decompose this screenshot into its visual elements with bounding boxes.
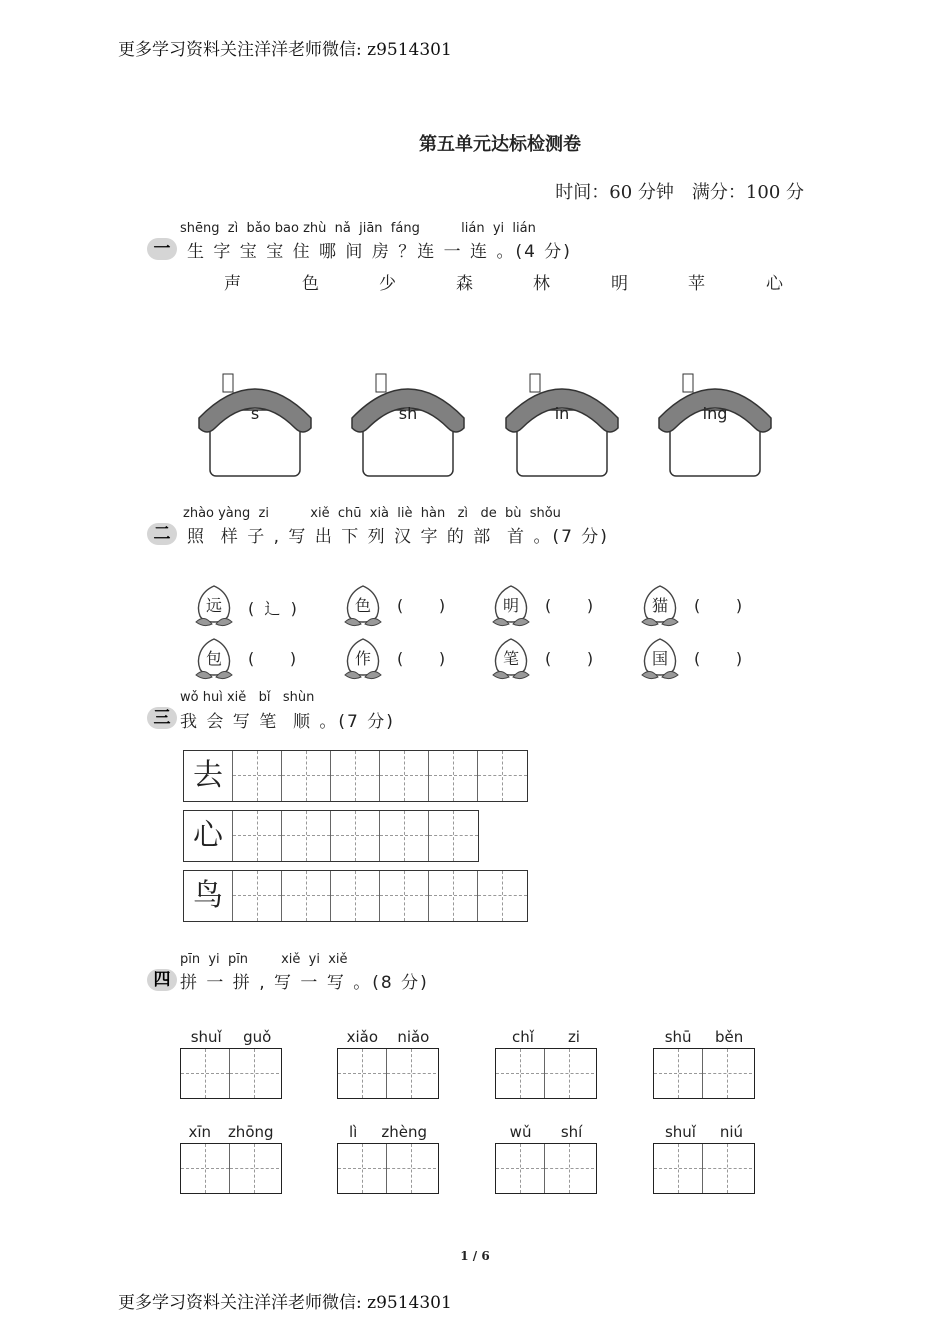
model-char: 心	[184, 811, 233, 861]
writing-cell[interactable]	[380, 811, 429, 861]
pinyin-syllable: niú	[719, 1123, 744, 1141]
writing-cell[interactable]	[233, 871, 282, 921]
house-label: ing	[702, 404, 728, 423]
pinyin-syllable: guǒ	[243, 1028, 272, 1046]
house[interactable]	[502, 370, 622, 484]
writing-box[interactable]	[495, 1048, 597, 1099]
answer-blank[interactable]: ( )	[694, 649, 743, 668]
writing-box[interactable]	[495, 1143, 597, 1194]
pinyin-syllable: zi	[567, 1028, 580, 1046]
pinyin-syllable: shū	[664, 1028, 692, 1046]
pinyin-syllable: shí	[560, 1123, 583, 1141]
pinyin-syllable: lì	[349, 1123, 358, 1141]
section-badge-4: 四	[147, 969, 177, 991]
pinyin-syllable: niǎo	[397, 1028, 430, 1046]
sec3-question: 我 会 写 笔 顺 。(7 分)	[180, 712, 395, 732]
writing-cell[interactable]	[478, 751, 527, 801]
stroke-grid-row	[183, 810, 479, 862]
writing-cell[interactable]	[478, 871, 527, 921]
radical-char: 国	[651, 649, 668, 668]
writing-cell[interactable]	[282, 751, 331, 801]
answer-blank[interactable]: ( )	[694, 596, 743, 615]
writing-cell[interactable]	[331, 811, 380, 861]
char-item[interactable]: 声	[224, 274, 241, 294]
pinyin-syllable: zhèng	[381, 1123, 427, 1141]
sec1-char-list	[0, 269, 950, 293]
pinyin-syllable: zhōng	[227, 1123, 274, 1141]
house[interactable]	[348, 370, 468, 484]
time-info: 时间：60 分钟 满分：100 分	[555, 182, 804, 203]
answer-blank[interactable]: ( 辶 )	[248, 599, 297, 618]
sec1-question: 生 字 宝 宝 住 哪 间 房 ？连 一 连 。(4 分)	[187, 242, 572, 262]
pinyin-word	[337, 1123, 439, 1194]
writing-cell[interactable]	[233, 811, 282, 861]
char-item[interactable]: 苹	[688, 274, 705, 294]
house-label: s	[250, 404, 260, 423]
pinyin-word	[653, 1028, 755, 1099]
page-number: 1 / 6	[460, 1249, 490, 1263]
pinyin-word	[653, 1123, 755, 1194]
radical-item	[341, 582, 446, 634]
writing-box[interactable]	[180, 1048, 282, 1099]
house-icon	[502, 370, 622, 480]
house-label: in	[554, 404, 570, 423]
pinyin-word	[337, 1028, 439, 1099]
answer-blank[interactable]: ( )	[545, 596, 594, 615]
writing-cell[interactable]	[282, 871, 331, 921]
pinyin-word	[495, 1028, 597, 1099]
radical-item	[341, 635, 446, 687]
char-item[interactable]: 色	[302, 274, 319, 294]
writing-box[interactable]	[653, 1048, 755, 1099]
pinyin-syllable: xīn	[188, 1123, 212, 1141]
writing-box[interactable]	[337, 1048, 439, 1099]
answer-blank[interactable]: ( )	[248, 649, 297, 668]
writing-cell[interactable]	[380, 871, 429, 921]
house[interactable]	[195, 370, 315, 484]
sec1-pinyin: shēng zì bǎo bao zhù nǎ jiān fáng lián yi lián	[180, 221, 536, 236]
section-badge-2: 二	[147, 523, 177, 545]
writing-cell[interactable]	[380, 751, 429, 801]
radical-char: 明	[502, 596, 519, 615]
stroke-grid-row	[183, 870, 528, 922]
char-item[interactable]: 森	[456, 274, 473, 294]
model-char: 鸟	[184, 871, 233, 921]
writing-cell[interactable]	[331, 751, 380, 801]
radical-char: 猫	[651, 596, 668, 615]
model-char: 去	[184, 751, 233, 801]
pinyin-word	[180, 1123, 282, 1194]
pinyin-syllable: shuǐ	[664, 1123, 696, 1141]
house[interactable]	[655, 370, 775, 484]
sec2-pinyin: zhào yàng zi xiě chū xià liè hàn zì de bù shǒu	[183, 506, 561, 521]
section-badge-1: 一	[147, 238, 177, 260]
writing-cell[interactable]	[429, 871, 478, 921]
watermark-top: 更多学习资料关注洋洋老师微信: z9514301	[118, 40, 452, 60]
radical-item	[489, 582, 594, 634]
sec3-pinyin: wǒ huì xiě bǐ shùn	[180, 690, 315, 705]
section-badge-3: 三	[147, 707, 177, 729]
char-item[interactable]: 少	[379, 274, 396, 294]
radical-item	[192, 582, 297, 634]
writing-box[interactable]	[337, 1143, 439, 1194]
stroke-grid-row	[183, 750, 528, 802]
char-item[interactable]: 明	[611, 274, 628, 294]
radical-char: 笔	[502, 649, 519, 668]
writing-box[interactable]	[180, 1143, 282, 1194]
pinyin-syllable: chǐ	[512, 1028, 534, 1046]
writing-box[interactable]	[653, 1143, 755, 1194]
house-icon	[655, 370, 775, 480]
writing-cell[interactable]	[282, 811, 331, 861]
pinyin-word	[495, 1123, 597, 1194]
writing-cell[interactable]	[429, 751, 478, 801]
radical-item	[192, 635, 297, 687]
radical-char: 作	[354, 649, 371, 668]
pinyin-syllable: shuǐ	[190, 1028, 222, 1046]
pinyin-syllable: běn	[715, 1028, 744, 1046]
house-icon	[348, 370, 468, 480]
char-item[interactable]: 林	[533, 274, 550, 294]
radical-char: 远	[205, 596, 222, 615]
sec4-question: 拼 一 拼 , 写 一 写 。(8 分)	[180, 973, 429, 993]
answer-blank[interactable]: ( )	[397, 596, 446, 615]
house-icon	[195, 370, 315, 480]
char-item[interactable]: 心	[766, 274, 783, 294]
pinyin-syllable: wǔ	[509, 1123, 532, 1141]
pinyin-syllable: xiǎo	[346, 1028, 379, 1046]
radical-item	[638, 582, 743, 634]
writing-cell[interactable]	[233, 751, 282, 801]
radical-item	[638, 635, 743, 687]
watermark-bottom: 更多学习资料关注洋洋老师微信: z9514301	[118, 1293, 452, 1313]
writing-cell[interactable]	[429, 811, 478, 861]
sec4-pinyin: pīn yi pīn xiě yi xiě	[180, 952, 348, 967]
writing-cell[interactable]	[331, 871, 380, 921]
page-title: 第五单元达标检测卷	[419, 134, 581, 155]
answer-blank[interactable]: ( )	[397, 649, 446, 668]
radical-char: 色	[354, 596, 371, 615]
sec2-question: 照 样 子 , 写 出 下 列 汉 字 的 部 首 。(7 分)	[187, 527, 609, 547]
radical-item	[489, 635, 594, 687]
pinyin-word	[180, 1028, 282, 1099]
radical-char: 包	[205, 649, 222, 668]
answer-blank[interactable]: ( )	[545, 649, 594, 668]
house-label: sh	[398, 404, 418, 423]
